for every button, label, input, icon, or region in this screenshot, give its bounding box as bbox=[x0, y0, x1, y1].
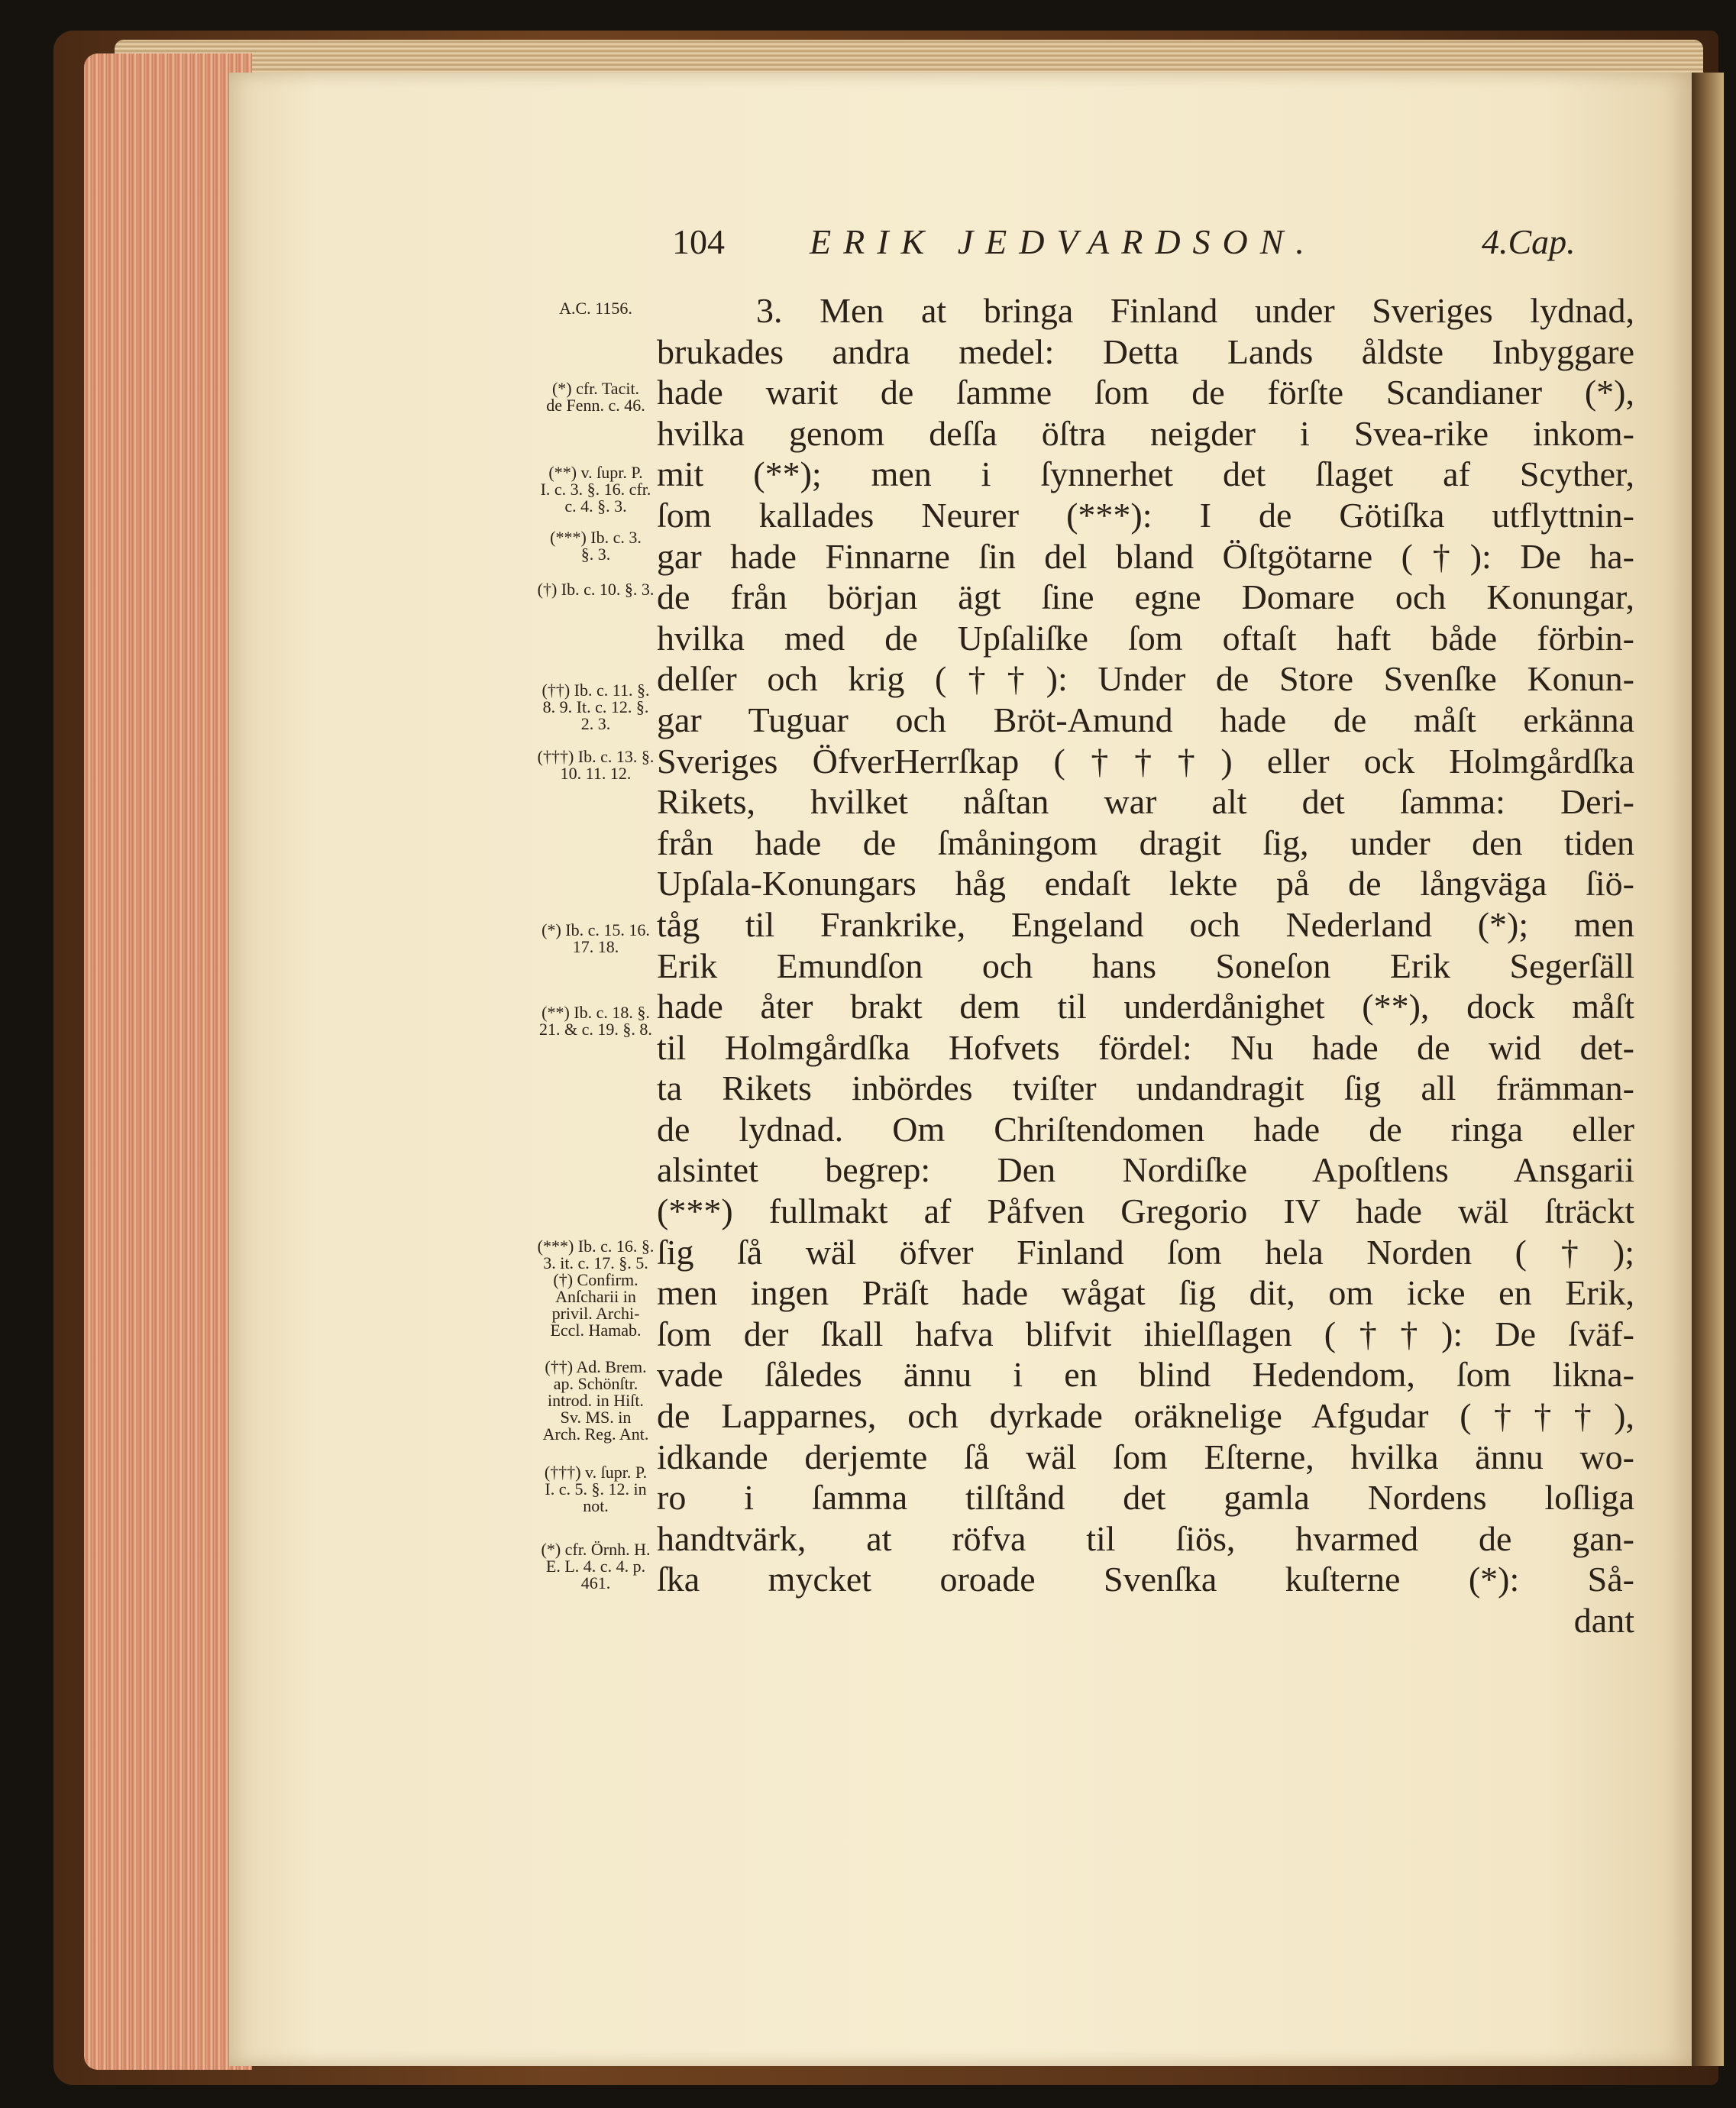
margin-note-line: (†) Ib. c. 10. §. 3. bbox=[537, 580, 655, 599]
margin-note-line: (*) Ib. c. 15. 16. bbox=[541, 920, 650, 939]
text-line: hvilka med de Upſaliſke ſom oftaſt haft både förbin- bbox=[657, 618, 1634, 658]
margin-note-line: E. L. 4. c. 4. p. bbox=[545, 1557, 646, 1576]
text-line: delſer och krig (††): Under de Store Svenſke Konun- bbox=[657, 659, 1634, 699]
text-line: ſom der ſkall hafva blifvit ihielſlagen (††): De ſväf- bbox=[657, 1314, 1634, 1353]
margin-note-line: (†††) Ib. c. 13. §. bbox=[537, 747, 655, 766]
margin-note-line: privil. Archi- bbox=[551, 1304, 640, 1323]
margin-note-line: de Fenn. c. 46. bbox=[546, 396, 645, 415]
text-line: hvilka genom deſſa öſtra neigder i Svea-rike inkom- bbox=[657, 413, 1634, 453]
catchword: dant bbox=[1573, 1601, 1634, 1640]
margin-note-line: (†††) v. ſupr. P. bbox=[544, 1463, 648, 1482]
margin-note-line: (†) Confirm. bbox=[553, 1270, 638, 1289]
margin-note-line: 17. 18. bbox=[572, 937, 619, 956]
facing-page-gutter bbox=[1689, 73, 1724, 2066]
margin-note-line: (**) Ib. c. 18. §. bbox=[541, 1003, 650, 1022]
margin-note-line: Eccl. Hamab. bbox=[550, 1321, 642, 1340]
text-line: ſom kallades Neurer (***): I de Götiſka utflyttnin- bbox=[657, 495, 1634, 535]
text-line: idkande derjemte ſå wäl ſom Eſterne, hvilka ännu wo- bbox=[657, 1437, 1634, 1476]
text-line: ro i ſamma tilſtånd det gamla Nordens loſliga bbox=[657, 1478, 1634, 1518]
margin-note-line: (††) Ib. c. 11. §. bbox=[541, 681, 650, 700]
text-line: (***) fullmakt af Påfven Gregorio IV hade wäl ſträckt bbox=[657, 1191, 1634, 1231]
text-line: Sveriges ÖfverHerrſkap (†††) eller ock Holmgårdſka bbox=[657, 741, 1634, 781]
margin-note-line: 21. & c. 19. §. 8. bbox=[539, 1020, 652, 1039]
text-line: alsintet begrep: Den Nordiſke Apoſtlens Ansgarii bbox=[657, 1150, 1634, 1190]
margin-note-line: (***) Ib. c. 3. bbox=[550, 528, 642, 547]
text-line: Rikets, hvilket nåſtan war alt det ſamma: Deri- bbox=[657, 782, 1634, 822]
page-block-fore-edge bbox=[84, 53, 252, 2070]
running-title: ERIK JEDVARDSON. bbox=[810, 222, 1317, 261]
text-line: från hade de ſmåningom dragit ſig, under den tiden bbox=[657, 823, 1634, 862]
margin-note-line: not. bbox=[583, 1496, 609, 1515]
text-line: handtvärk, at röfva til ſiös, hvarmed de gan- bbox=[657, 1518, 1634, 1558]
margin-note-line: c. 4. §. 3. bbox=[564, 496, 627, 516]
text-line: tåg til Frankrike, Engeland och Nederland (*); men bbox=[657, 904, 1634, 944]
margin-note-line: introd. in Hiſt. bbox=[548, 1391, 644, 1410]
text-line: men ingen Präſt hade wågat ſig dit, om icke en Erik, bbox=[657, 1273, 1634, 1313]
margin-note-line: (††) Ad. Brem. bbox=[545, 1357, 647, 1376]
text-line: mit (**); men i ſynnerhet det ſlaget af Scyther, bbox=[657, 454, 1634, 494]
text-line: de Lapparnes, och dyrkade oräknelige Afgudar (†††), bbox=[657, 1396, 1634, 1436]
margin-note-line: 3. it. c. 17. §. 5. bbox=[543, 1253, 648, 1272]
text-line: ſka mycket oroade Svenſka kuſterne (*): Så- bbox=[657, 1560, 1634, 1599]
text-line: brukades andra medel: Detta Lands åldste Inbyggare bbox=[657, 331, 1634, 371]
margin-note-line: (*) cfr. Örnh. H. bbox=[541, 1540, 651, 1559]
text-line: vade ſåledes ännu i en blind Hedendom, ſom likna- bbox=[657, 1355, 1634, 1395]
margin-note-line: 8. 9. It. c. 12. §. bbox=[542, 697, 649, 716]
margin-note-line: (*) cfr. Tacit. bbox=[551, 379, 640, 398]
margin-date: A.C. 1156. bbox=[559, 299, 632, 318]
margin-note-line: I. c. 5. §. 12. in bbox=[545, 1479, 647, 1499]
margin-note-line: §. 3. bbox=[580, 545, 611, 564]
text-line: ta Rikets inbördes tviſter undandragit ſig all främman- bbox=[657, 1069, 1634, 1108]
text-line: ſig ſå wäl öfver Finland ſom hela Norden (†); bbox=[657, 1232, 1634, 1272]
text-line: de från början ägt ſine egne Domare och Konungar, bbox=[657, 577, 1634, 617]
text-line: de lydnad. Om Chriſtendomen hade de ringa eller bbox=[657, 1109, 1634, 1149]
text-line: Erik Emundſon och hans Soneſon Erik Segerſäll bbox=[657, 946, 1634, 985]
main-text-column bbox=[657, 290, 1634, 1641]
chapter-label: 4.Cap. bbox=[1482, 222, 1576, 261]
margin-note-line: 10. 11. 12. bbox=[560, 764, 632, 783]
text-line: Upſala-Konungars håg endaſt lekte på de långväga ſiö- bbox=[657, 864, 1634, 904]
text-line: hade åter brakt dem til underdånighet (**), dock måſt bbox=[657, 987, 1634, 1027]
margin-note-line: 2. 3. bbox=[580, 714, 611, 733]
text-line: gar hade Finnarne ſin del bland Öſtgötarne (†): De ha- bbox=[657, 536, 1634, 576]
margin-note-line: (**) v. ſupr. P. bbox=[548, 463, 643, 482]
text-line: gar Tuguar och Bröt-Amund hade de måſt erkänna bbox=[657, 700, 1634, 739]
margin-note-line: Sv. MS. in bbox=[560, 1408, 632, 1427]
text-line: 3. Men at bringa Finland under Sveriges lydnad, bbox=[756, 291, 1634, 330]
margin-note-line: (***) Ib. c. 16. §. bbox=[537, 1237, 655, 1256]
margin-note-line: I. c. 3. §. 16. cfr. bbox=[540, 480, 651, 499]
margin-note-line: Anſcharii in bbox=[555, 1287, 636, 1306]
margin-note-line: ap. Schönſtr. bbox=[553, 1374, 638, 1393]
text-line: hade warit de ſamme ſom de förſte Scandianer (*), bbox=[657, 373, 1634, 412]
page-number: 104 bbox=[672, 222, 725, 261]
text-line: til Holmgårdſka Hofvets fördel: Nu hade de wid det- bbox=[657, 1027, 1634, 1067]
margin-note-line: 461. bbox=[580, 1573, 611, 1592]
margin-note-line: Arch. Reg. Ant. bbox=[542, 1424, 649, 1444]
